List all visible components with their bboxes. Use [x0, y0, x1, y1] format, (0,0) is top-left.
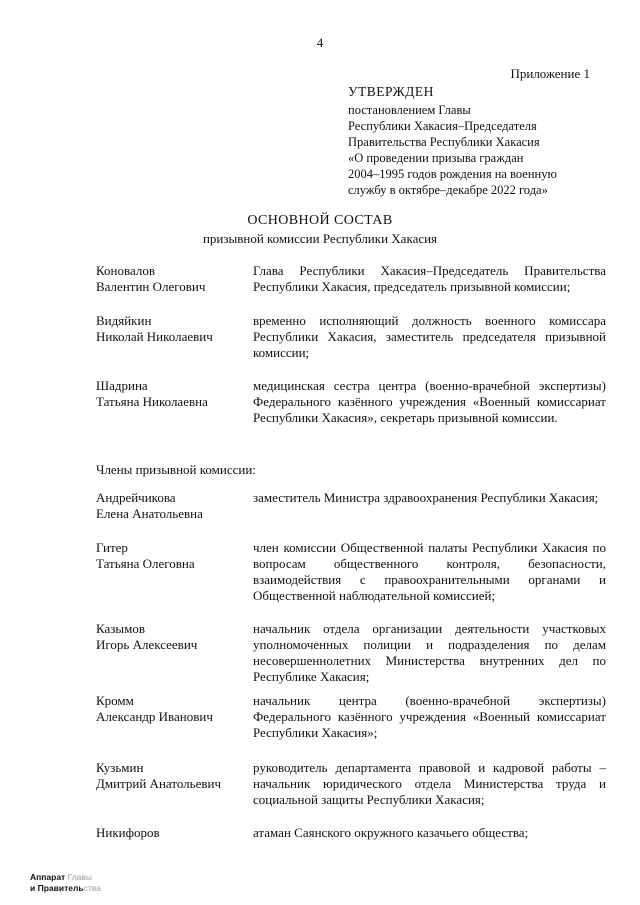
- member-name: [96, 693, 253, 741]
- member-role: начальник отдела организации деятельности участковых уполномоченных полиции и подразделения по делам несовершеннолетних Министерства внутренних дел по Республике Хакасия;: [253, 621, 606, 684]
- member-role: Глава Республики Хакасия–Председатель Правительства Республики Хакасия, председатель призывной комиссии;: [253, 263, 606, 294]
- member-given-name: Игорь Алексеевич: [96, 637, 198, 652]
- member-given-name: Дмитрий Анатольевич: [96, 776, 221, 791]
- member-name: [96, 263, 253, 295]
- member-role: руководитель департамента правовой и кадровой работы – начальник юридического отдела Министерства труда и социальной защиты Республики Хакасия;: [253, 760, 606, 807]
- footer-faded-text: Главы: [67, 872, 93, 882]
- member-surname: Коновалов: [96, 263, 155, 278]
- approved-line: Республики Хакасия–Председателя: [348, 119, 537, 133]
- approved-line: Правительства Республики Хакасия: [348, 135, 540, 149]
- member-row: [96, 760, 606, 808]
- member-surname: Никифоров: [96, 825, 160, 840]
- footer-text: и Правитель: [30, 883, 84, 893]
- member-role: атаман Саянского окружного казачьего общества;: [253, 825, 529, 840]
- member-given-name: Татьяна Николаевна: [96, 394, 208, 409]
- member-name: [96, 378, 253, 426]
- member-row: [96, 490, 606, 522]
- member-given-name: Николай Николаевич: [96, 329, 213, 344]
- member-given-name: Александр Иванович: [96, 709, 213, 724]
- footer-text: Аппарат: [30, 872, 66, 882]
- member-surname: Видяйкин: [96, 313, 152, 328]
- member-given-name: Елена Анатольевна: [96, 506, 203, 521]
- approved-line: «О проведении призыва граждан: [348, 151, 524, 165]
- member-name: [96, 621, 253, 685]
- member-surname: Гитер: [96, 540, 128, 555]
- member-role: член комиссии Общественной палаты Республики Хакасия по вопросам общественного контроля, безопасности, взаимодействия с правоохранительными органами и Общественной наблюдательной комиссией;: [253, 540, 606, 603]
- member-name: [96, 825, 253, 841]
- member-role: заместитель Министра здравоохранения Республики Хакасия;: [253, 490, 599, 505]
- member-surname: Шадрина: [96, 378, 148, 393]
- document-title: ОСНОВНОЙ СОСТАВ: [247, 213, 393, 228]
- document-subtitle: призывной комиссии Республики Хакасия: [202, 231, 438, 246]
- members-section-label: Члены призывной комиссии:: [96, 462, 256, 477]
- page-number: 4: [316, 35, 324, 50]
- member-row: [96, 378, 606, 426]
- approved-line: 2004–1995 годов рождения на военную: [348, 167, 557, 181]
- approved-line: службу в октябре–декабре 2022 года»: [348, 183, 548, 197]
- member-name: [96, 540, 253, 604]
- member-row: [96, 313, 606, 361]
- member-row: [96, 621, 606, 685]
- appendix-label: Приложение 1: [510, 66, 590, 81]
- member-name: [96, 313, 253, 361]
- member-surname: Кромм: [96, 693, 134, 708]
- footer-stamp: [30, 872, 101, 894]
- member-surname: Кузьмин: [96, 760, 144, 775]
- member-name: [96, 490, 253, 522]
- member-surname: Казымов: [96, 621, 146, 636]
- member-given-name: Валентин Олегович: [96, 279, 206, 294]
- member-row: [96, 825, 606, 841]
- approved-line: постановлением Главы: [348, 103, 471, 117]
- member-row: [96, 263, 606, 295]
- member-role: медицинская сестра центра (военно-врачебной экспертизы) Федерального казённого учреждения «Военный комиссариат Республики Хакасия», секретарь призывной комиссии.: [253, 378, 606, 425]
- member-row: [96, 693, 606, 741]
- approval-stamp-block: [348, 84, 608, 198]
- approved-title: УТВЕРЖДЕН: [348, 84, 434, 99]
- member-surname: Андрейчикова: [96, 490, 176, 505]
- member-given-name: Татьяна Олеговна: [96, 556, 195, 571]
- member-name: [96, 760, 253, 808]
- member-role: начальник центра (военно-врачебной экспертизы) Федерального казённого учреждения «Военный комиссариат Республики Хакасия»;: [253, 693, 606, 740]
- member-role: временно исполняющий должность военного комиссара Республики Хакасия, заместитель председателя призывной комиссии;: [253, 313, 606, 360]
- footer-faded-text: ства: [83, 883, 101, 893]
- member-row: [96, 540, 606, 604]
